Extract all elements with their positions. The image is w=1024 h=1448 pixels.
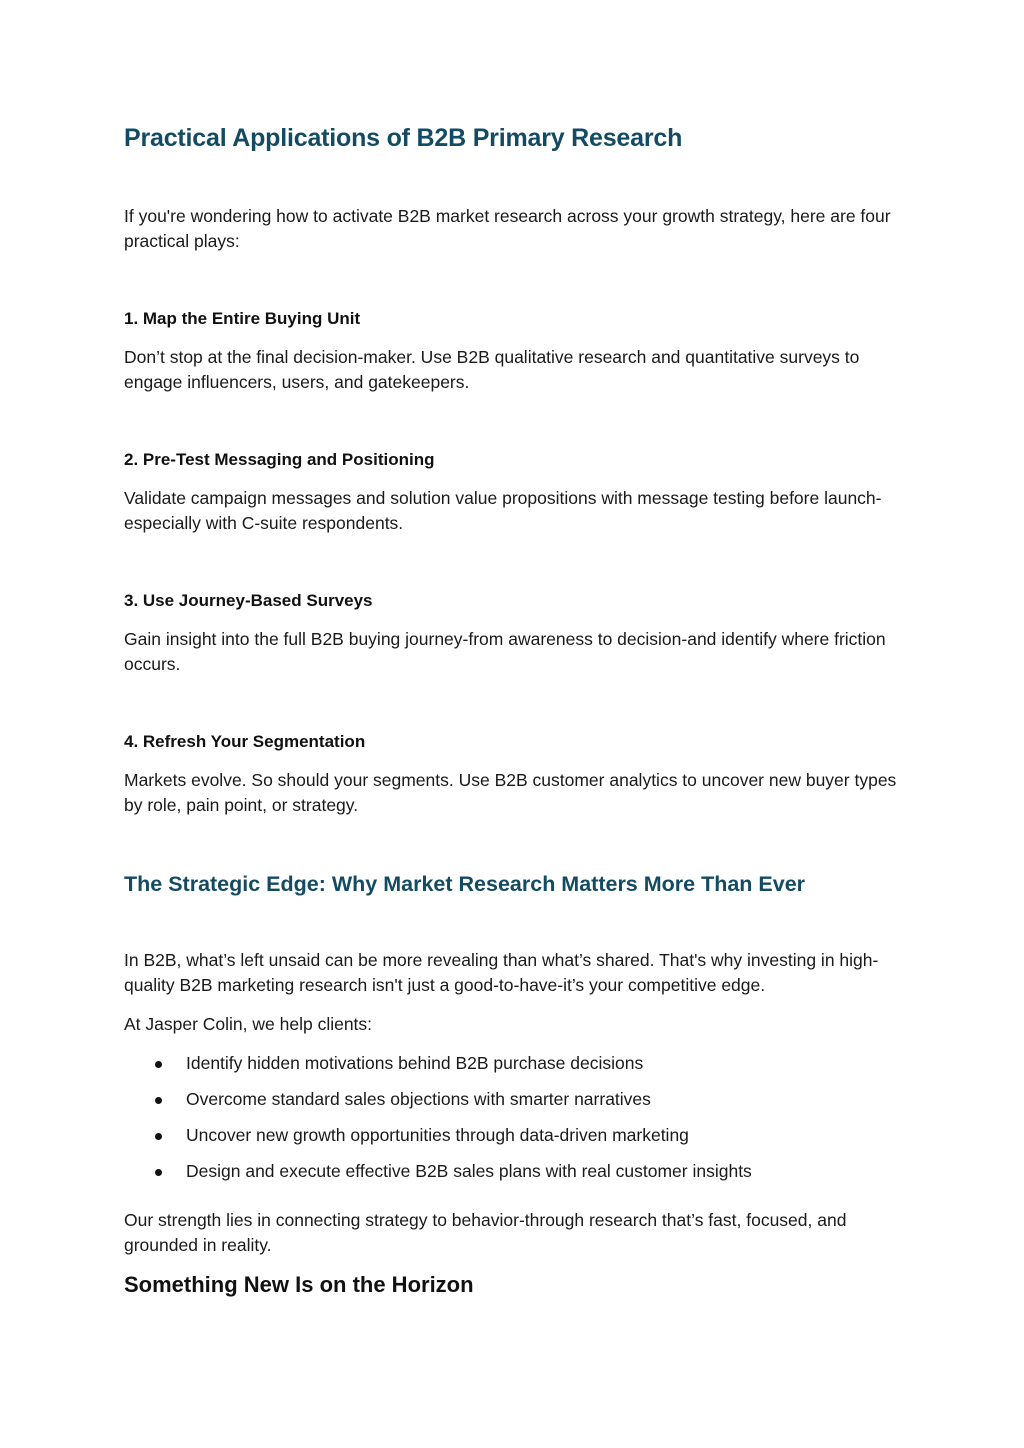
list-item-text: Overcome standard sales objections with smarter narratives	[186, 1089, 651, 1109]
play-heading-4: 4. Refresh Your Segmentation	[124, 732, 366, 751]
play-body-4: Markets evolve. So should your segments. Use B2B customer analytics to uncover new buyer types by role, pain point, or strategy.	[124, 770, 897, 815]
section-title-strategic-edge: The Strategic Edge: Why Market Research Matters More Than Ever	[124, 872, 806, 896]
section-intro-paragraph: If you're wondering how to activate B2B market research across your growth strategy, here are four practical plays:	[124, 206, 891, 251]
bullet-icon	[155, 1097, 162, 1104]
list-item	[124, 1123, 904, 1159]
play-heading-2: 2. Pre-Test Messaging and Positioning	[124, 450, 435, 469]
play-heading-1: 1. Map the Entire Buying Unit	[124, 309, 361, 328]
list-item-text: Identify hidden motivations behind B2B purchase decisions	[186, 1053, 644, 1073]
section-title-practical-applications: Practical Applications of B2B Primary Research	[124, 124, 683, 152]
list-item	[124, 1051, 904, 1087]
bullet-icon	[155, 1133, 162, 1140]
list-item	[124, 1159, 904, 1195]
list-item	[124, 1087, 904, 1123]
bullet-icon	[155, 1061, 162, 1068]
section-title-something-new: Something New Is on the Horizon	[124, 1272, 474, 1297]
strategic-edge-intro: In B2B, what’s left unsaid can be more revealing than what’s shared. That's why investing in high-quality B2B marketing research isn't just a good-to-have-it’s your competitive edge.	[124, 950, 879, 995]
play-body-1: Don’t stop at the final decision-maker. Use B2B qualitative research and quantitative surveys to engage influencers, users, and gatekeepers.	[124, 347, 860, 392]
client-benefits-list	[124, 1051, 904, 1195]
play-body-3: Gain insight into the full B2B buying journey-from awareness to decision-and identify where friction occurs.	[124, 629, 886, 674]
list-item-text: Uncover new growth opportunities through data-driven marketing	[186, 1125, 689, 1145]
strategic-edge-closing: Our strength lies in connecting strategy to behavior-through research that’s fast, focused, and grounded in reality.	[124, 1210, 847, 1255]
play-body-2: Validate campaign messages and solution value propositions with message testing before launch-especially with C-suite respondents.	[124, 488, 882, 533]
play-heading-3: 3. Use Journey-Based Surveys	[124, 591, 373, 610]
list-item-text: Design and execute effective B2B sales plans with real customer insights	[186, 1161, 752, 1181]
strategic-edge-lead: At Jasper Colin, we help clients:	[124, 1014, 373, 1034]
bullet-icon	[155, 1169, 162, 1176]
